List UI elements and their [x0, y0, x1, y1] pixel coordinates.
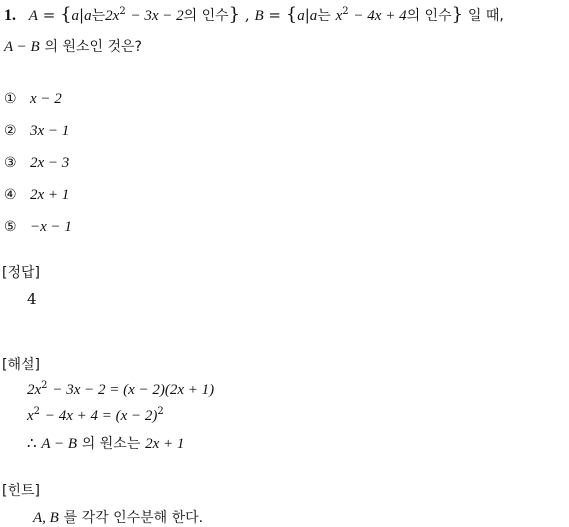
set-a-symbol: A — [28, 8, 38, 24]
close-brace: } — [451, 4, 464, 25]
open-brace: { — [60, 4, 72, 25]
comma: , — [244, 6, 250, 24]
choice-2[interactable] — [4, 121, 69, 140]
set-b-word: 는 — [317, 8, 331, 24]
choice-text: 3x − 1 — [30, 123, 70, 139]
set-b-expr: x — [335, 8, 343, 24]
bar-symbol: | — [79, 6, 85, 24]
set-b-expr-rest: − 4x + 4 — [353, 8, 407, 24]
choice-4[interactable] — [4, 185, 69, 204]
explanation-text: 의 원소는 — [81, 436, 141, 452]
exponent: 2 — [157, 406, 164, 417]
set-a-var: a — [71, 8, 80, 24]
hint-math: A, B — [33, 510, 59, 526]
equals-sign: = — [268, 6, 281, 24]
hint-text: 를 각각 인수분해 한다. — [63, 510, 204, 526]
question-line-2 — [4, 36, 142, 56]
choice-3[interactable] — [4, 153, 69, 172]
therefore-symbol: ∴ — [27, 434, 37, 452]
answer-value: 4 — [27, 290, 37, 308]
hint-line — [33, 507, 203, 527]
expr-part: 2x + 1 — [145, 436, 185, 452]
close-brace: } — [228, 4, 241, 25]
set-a-word: 는 — [91, 8, 106, 24]
set-a-tail: 의 인수 — [183, 8, 229, 24]
expr-part: x — [27, 408, 34, 424]
exponent: 2 — [119, 6, 126, 17]
choice-text: −x − 1 — [30, 219, 72, 235]
answer-heading: [정답] — [2, 265, 40, 281]
choice-marker: ⑤ — [4, 219, 17, 235]
expr-part: A − B — [41, 436, 78, 452]
choice-1[interactable] — [4, 89, 62, 108]
question-number: 1. — [4, 7, 16, 24]
hint-heading: [힌트] — [2, 483, 40, 499]
exponent: 2 — [342, 6, 349, 17]
explanation-line-1 — [27, 380, 214, 399]
set-a-expr-rest: − 3x − 2 — [130, 8, 184, 24]
exponent: 2 — [33, 406, 41, 417]
open-brace: { — [285, 4, 298, 25]
explanation-line-2 — [27, 406, 164, 425]
choice-text: 2x − 3 — [30, 155, 70, 171]
choice-text: 2x + 1 — [30, 187, 70, 203]
expr-part: − 4x + 4 = (x − 2) — [44, 408, 158, 424]
choice-text: x − 2 — [30, 91, 62, 107]
choice-marker: ④ — [4, 187, 17, 203]
exponent: 2 — [41, 380, 48, 391]
set-a-expr: 2x — [105, 8, 120, 24]
equals-sign: = — [42, 6, 56, 24]
expr-part: 2x — [27, 382, 42, 398]
choice-marker: ② — [4, 123, 17, 139]
set-b-var: a — [297, 8, 305, 24]
explanation-heading: [해설] — [2, 357, 40, 373]
set-b-bar-var: a — [309, 8, 318, 24]
question-text: 의 원소인 것은? — [44, 39, 142, 55]
question-math: A − B — [4, 39, 40, 55]
expr-part: − 3x − 2 = (x − 2)(2x + 1) — [52, 382, 215, 398]
question-tail: 일 때, — [467, 8, 504, 24]
set-a-bar-var: a — [84, 8, 92, 24]
bar-symbol: | — [304, 6, 310, 24]
set-b-tail: 의 인수 — [406, 8, 452, 24]
choice-5[interactable] — [4, 217, 72, 236]
choice-marker: ③ — [4, 155, 17, 171]
explanation-line-3 — [27, 433, 184, 453]
set-b-symbol: B — [254, 8, 264, 24]
question-line-1 — [4, 4, 504, 25]
choice-marker: ① — [4, 91, 17, 107]
